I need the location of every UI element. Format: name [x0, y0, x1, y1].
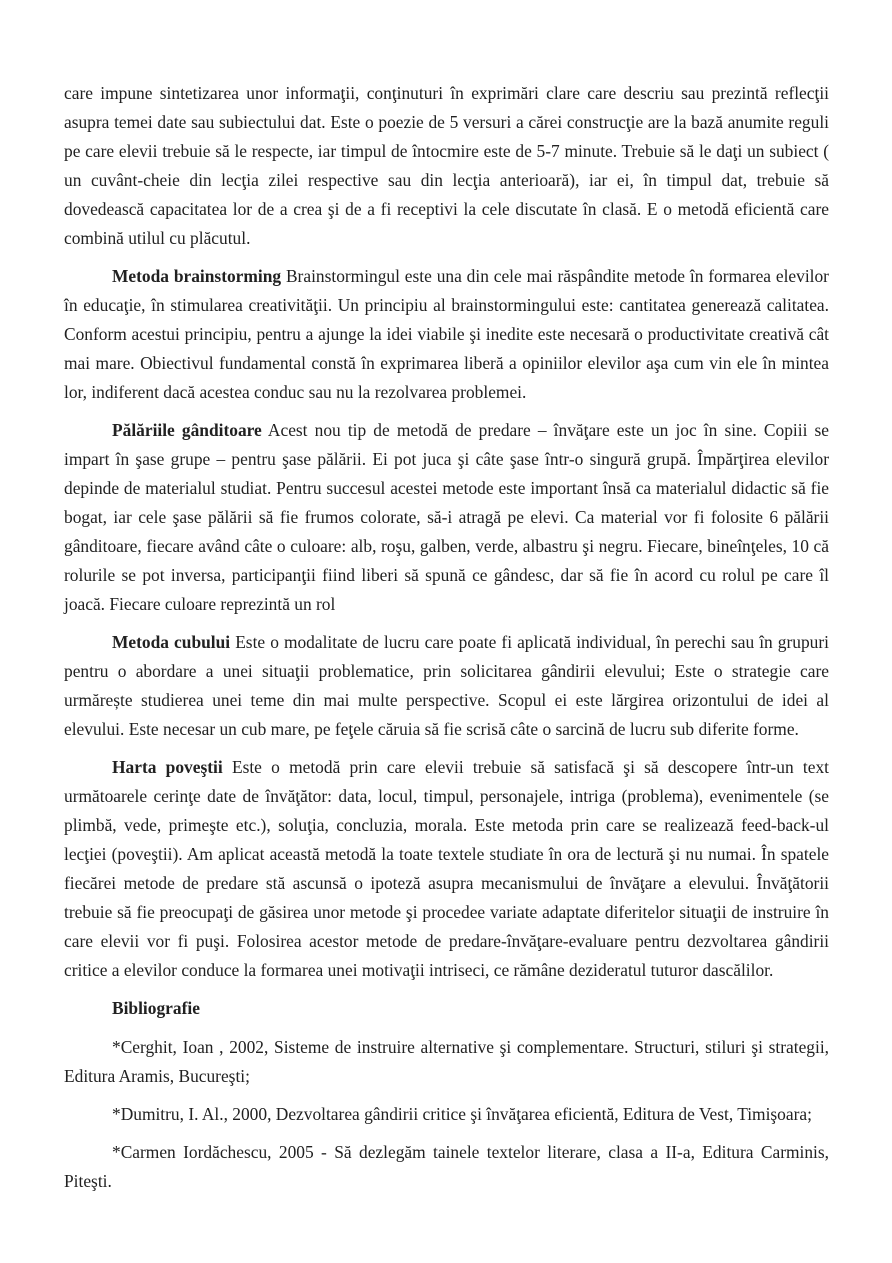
paragraph-lead: Pălăriile gânditoare [112, 420, 262, 440]
bibliography-entry-cerghit [64, 1033, 829, 1091]
paragraph-palariile-ganditoare [64, 416, 829, 619]
paragraph-text: Este o metodă prin care elevii trebuie să satisfacă şi să descopere într-un text următoarele cerinţe date de învăţător: data, locul, timpul, personajele, intriga (problema), evenimentele (se plimbă, vede, primeşte etc.), soluţia, concluzia, morala. Este metoda prin care se realizează feed-back-ul lecţiei (poveştii). Am aplicat această metodă la toate textele studiate în ora de lectură şi nu numai. În spatele fiecărei metode de predare stă ascunsă o ipoteză asupra mecanismului de învăţare a elevului. Învăţătorii trebuie să fie preocupaţi de găsirea unor metode şi procedee variate adaptate diferitelor situaţii de instruire în care elevii vor fi puşi. Folosirea acestor metode de predare-învăţare-evaluare pentru dezvoltarea gândirii critice a elevilor conduce la formarea unei motivaţii intriseci, ce rămâne dezideratul tuturor dascălilor. [64, 757, 829, 980]
paragraph-metoda-cubului [64, 628, 829, 744]
section-heading-bibliography [64, 994, 829, 1023]
paragraph-lead: Harta poveştii [112, 757, 223, 777]
paragraph-text: care impune sintetizarea unor informaţii, conţinuturi în exprimări clare care descriu sau prezintă reflecţii asupra temei date sau subiectului dat. Este o poezie de 5 versuri a cărei construcţie are la bază anumite reguli pe care elevii trebuie să le respecte, iar timpul de întocmire este de 5-7 minute. Trebuie să le daţi un subiect ( un cuvânt-cheie din lecţia zilei respective sau din lecţia anterioară), iar ei, în timpul dat, trebuie să dovedească capacitatea lor de a crea şi de a fi receptivi la cele discutate în clasă. E o metodă eficientă care combină utilul cu plăcutul. [64, 83, 829, 248]
paragraph-text: Brainstormingul este una din cele mai răspândite metode în formarea elevilor în educaţie, în stimularea creativităţii. Un principiu al brainstormingului este: cantitatea generează calitatea. Conform acestui principiu, pentru a ajunge la idei viabile şi inedite este necesară o productivitate creativă cât mai mare. Obiectivul fundamental constă în exprimarea liberă a opiniilor elevilor aşa cum vin ele în mintea lor, indiferent dacă acestea conduc sau nu la rezolvarea problemei. [64, 266, 829, 402]
paragraph-lead: Metoda brainstorming [112, 266, 282, 286]
bibliography-entry-iordachescu [64, 1138, 829, 1196]
paragraph-lead: Metoda cubului [112, 632, 231, 652]
bibliography-entry-dumitru [64, 1100, 829, 1129]
paragraph-cinquain-continuation [64, 79, 829, 253]
heading-text: Bibliografie [112, 998, 200, 1018]
paragraph-text: *Carmen Iordăchescu, 2005 - Să dezlegăm tainele textelor literare, clasa a II-a, Editura Carminis, Piteşti. [64, 1142, 829, 1191]
paragraph-harta-povestii [64, 753, 829, 985]
paragraph-text: *Dumitru, I. Al., 2000, Dezvoltarea gândirii critice şi învăţarea eficientă, Editura de Vest, Timişoara; [112, 1104, 812, 1124]
paragraph-metoda-brainstorming [64, 262, 829, 407]
paragraph-text: Este o modalitate de lucru care poate fi aplicată individual, în perechi sau în grupuri pentru o abordare a unei situaţii problematice, prin solicitarea gândirii elevului; Este o strategie care urmărește studierea unei teme din mai multe perspective. Scopul ei este lărgirea orizontului de idei al elevului. Este necesar un cub mare, pe feţele căruia să fie scrisă câte o sarcină de lucru sub diferite forme. [64, 632, 829, 739]
paragraph-text: Acest nou tip de metodă de predare – învăţare este un joc în sine. Copiii se impart în şase grupe – pentru şase pălării. Ei pot juca şi câte şase într-o singură grupă. Împărţirea elevilor depinde de materialul studiat. Pentru succesul acestei metode este important însă ca materialul didactic să fie bogat, iar cele şase pălării să fie frumos colorate, să-i atragă pe elevi. Ca material vor fi folosite 6 pălării gânditoare, fiecare având câte o culoare: alb, roşu, galben, verde, albastru şi negru. Fiecare, bineînţeles, 10 că rolurile se pot inversa, participanţii fiind liberi să spună ce gândesc, dar să fie în acord cu rolul pe care îl joacă. Fiecare culoare reprezintă un rol [64, 420, 829, 614]
paragraph-text: *Cerghit, Ioan , 2002, Sisteme de instruire alternative şi complementare. Structuri, stiluri şi strategii, Editura Aramis, Bucureşti; [64, 1037, 829, 1086]
